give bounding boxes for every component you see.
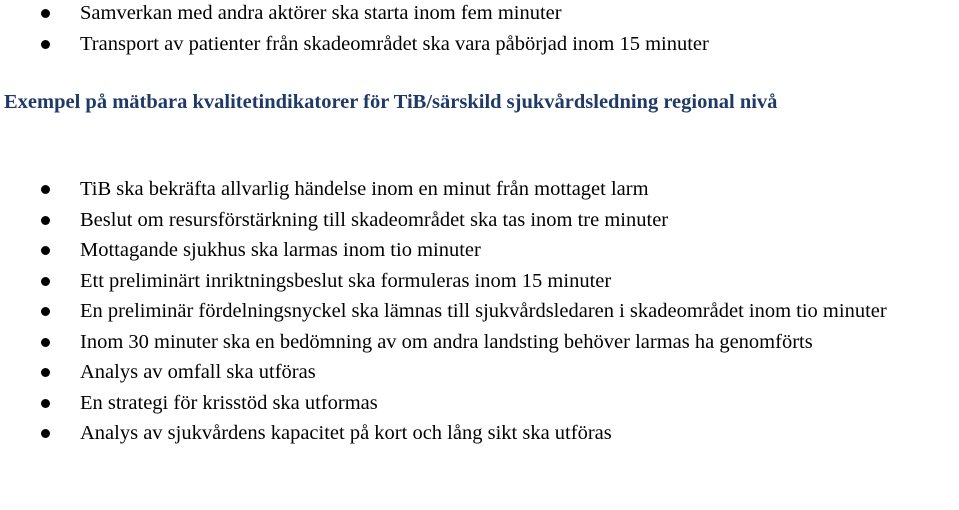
list-item-text: Transport av patienter från skadeområdet ska vara påbörjad inom 15 minuter	[80, 32, 709, 55]
bullet-icon	[41, 216, 50, 225]
list-item-text: Mottagande sjukhus ska larmas inom tio minuter	[80, 239, 481, 261]
top-bullet-list	[0, 0, 955, 59]
list-item-text: En preliminär fördelningsnyckel ska lämnas till sjukvårdsledaren i skadeområdet inom tio minuter	[80, 300, 887, 322]
list-item	[0, 296, 955, 327]
bullet-icon	[41, 368, 50, 377]
list-item	[0, 388, 955, 419]
list-item-text: Analys av omfall ska utföras	[80, 361, 316, 383]
bullet-icon	[41, 338, 50, 347]
bullet-icon	[41, 40, 50, 49]
list-item	[0, 29, 955, 60]
list-item	[0, 174, 955, 205]
list-item-text: Analys av sjukvårdens kapacitet på kort och lång sikt ska utföras	[80, 422, 612, 444]
list-item	[0, 327, 955, 358]
list-item-text: Inom 30 minuter ska en bedömning av om andra landsting behöver larmas ha genomförts	[80, 330, 813, 353]
bullet-icon	[41, 399, 50, 408]
list-item	[0, 266, 955, 297]
list-item	[0, 235, 955, 266]
bullet-icon	[41, 185, 50, 194]
list-item	[0, 205, 955, 236]
list-item	[0, 418, 955, 449]
bullet-icon	[41, 246, 50, 255]
indicator-bullet-list	[0, 174, 955, 449]
bullet-icon	[41, 277, 50, 286]
list-item	[0, 357, 955, 388]
list-item-text: Samverkan med andra aktörer ska starta inom fem minuter	[80, 2, 562, 24]
section-heading: Exempel på mätbara kvalitetindikatorer för TiB/särskild sjukvårdsledning regional nivå	[4, 91, 778, 113]
bullet-icon	[41, 9, 50, 18]
list-item-text: En strategi för krisstöd ska utformas	[80, 391, 378, 414]
bullet-icon	[41, 307, 50, 316]
list-item-text: Beslut om resursförstärkning till skadeområdet ska tas inom tre minuter	[80, 208, 669, 231]
bullet-icon	[41, 429, 50, 438]
list-item-text: TiB ska bekräfta allvarlig händelse inom en minut från mottaget larm	[80, 178, 649, 200]
list-item	[0, 0, 955, 29]
list-item-text: Ett preliminärt inriktningsbeslut ska formuleras inom 15 minuter	[80, 269, 612, 292]
